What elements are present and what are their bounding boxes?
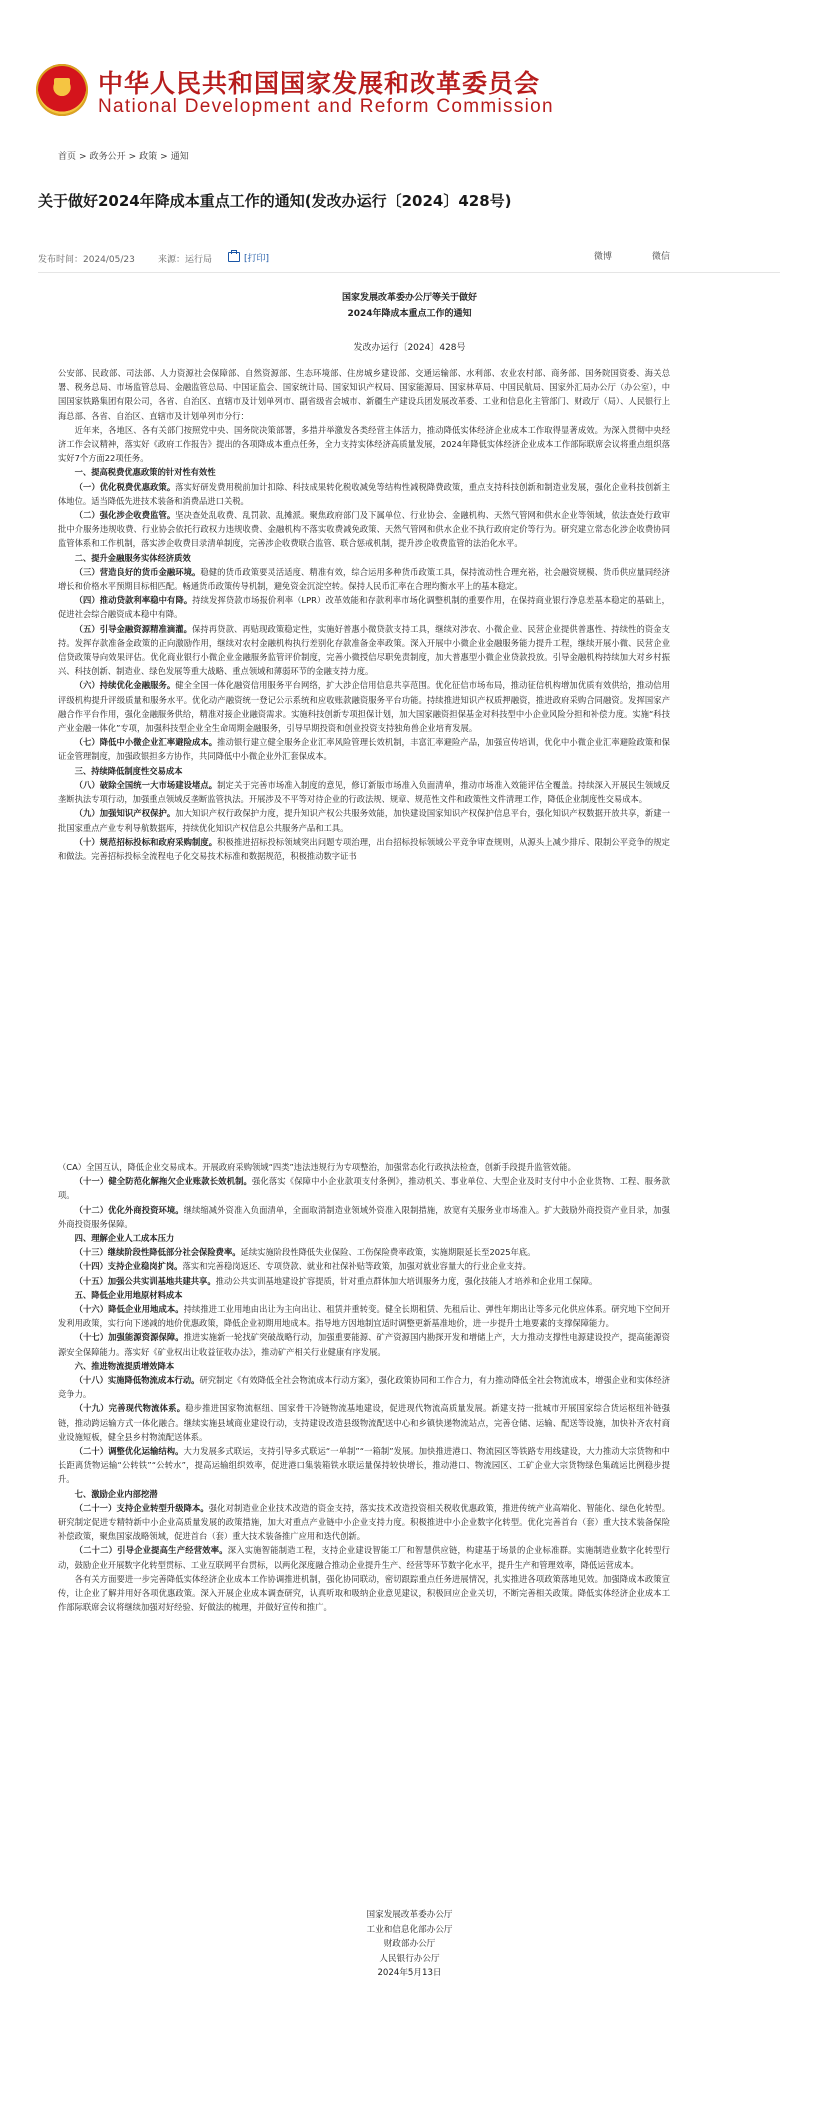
paragraph-lead: （二十）调整优化运输结构。 bbox=[74, 1446, 184, 1457]
paragraph bbox=[58, 1259, 670, 1273]
paragraph-text: 稳健的货币政策要灵活适度、精准有效，综合运用多种货币政策工具，保持流动性合理充裕，社会融资规模、货币供应量同经济增长和价格水平预期目标相匹配。畅通货币政策传导机制，避免资金沉淀空转。保持人民币汇率在合理均衡水平上的基本稳定。 bbox=[58, 566, 670, 592]
article-body-part1 bbox=[58, 366, 670, 863]
paragraph-lead: （二）强化涉企收费监管。 bbox=[74, 510, 176, 521]
signature-date: 2024年5月13日 bbox=[377, 1968, 442, 1978]
paragraph-text: 五、降低企业用地原材料成本 bbox=[74, 1289, 183, 1300]
paragraph bbox=[58, 1543, 670, 1571]
paragraph bbox=[58, 1203, 670, 1231]
section-heading bbox=[58, 764, 670, 778]
signature-line: 国家发展改革委办公厅 bbox=[366, 1910, 453, 1920]
paragraph-text: 坚决查处乱收费、乱罚款、乱摊派。聚焦政府部门及下属单位、行业协会、金融机构、天然气管网和供水企业等领域，依法查处行政审批中介服务违规收费、行业协会依托行政权力违规收费、金融机构不落实收费减免政策、天然气管网和供水企业不执行政府定价等行为。研究建立常态化涉企收费协同监管体系和工作机制，落实涉企收费目录清单制度，完善涉企收费联合监管、联合惩戒机制，提升涉企收费监管的法治化水平。 bbox=[58, 510, 670, 549]
paragraph-text: 健全全国一体化融资信用服务平台网络，扩大涉企信用信息共享范围。优化征信市场布局，推动征信机构增加优质有效供给，推动信用评级机构提升评级质量和服务水平。优化动产融资统一登记公示系统和应收账款融资服务平台功能。持续推进知识产权质押融资，推进政府采购合同融资。发挥国家产融合作平台作用，强化金融服务供给，精准对接企业融资需求。实施科技创新专项担保计划，加大国家融资担保基金对科技型中小企业风险分担和补偿力度。实施“科技产业金融一体化”专项，加强科技型企业全生命周期金融服务，引导早期投资和创业投资支持独角兽企业培育发展。 bbox=[58, 680, 670, 734]
breadcrumb-policy[interactable]: 政策 bbox=[139, 152, 158, 162]
paragraph-lead: （十二）优化外商投资环境。 bbox=[74, 1204, 184, 1215]
breadcrumb-home[interactable]: 首页 bbox=[58, 152, 77, 162]
section-heading bbox=[58, 465, 670, 479]
paragraph-lead: （九）加强知识产权保护。 bbox=[74, 808, 176, 819]
paragraph-lead: （五）引导金融资源精准滴灌。 bbox=[74, 623, 193, 634]
paragraph-lead: （十一）健全防范化解拖欠企业账款长效机制。 bbox=[74, 1176, 252, 1187]
breadcrumb bbox=[58, 149, 189, 162]
paragraph-text: 强化对制造业企业技术改造的资金支持，落实技术改造投资相关税收优惠政策，推进传统产业高端化、智能化、绿色化转型。研究制定促进专精特新中小企业高质量发展的政策措施，加大对重点产业链中小企业支持力度。积极推进中小企业数字化转型。优化完善首台（套）重大技术装备保险补偿政策，聚焦国家战略领域，促进首台（套）重大技术装备推广应用和迭代创新。 bbox=[58, 1502, 670, 1542]
paragraph-text: （CA）全国互认，降低企业交易成本。开展政府采购领域“四类”违法违规行为专项整治，加强常态化行政执法检查，创新手段提升监管效能。 bbox=[58, 1162, 576, 1172]
paragraph bbox=[58, 1501, 670, 1544]
paragraph bbox=[58, 1274, 670, 1288]
print-button[interactable] bbox=[228, 251, 269, 264]
paragraph-text: 二、提升金融服务实体经济质效 bbox=[74, 552, 191, 563]
paragraph-text: 落实好研发费用税前加计扣除、科技成果转化税收减免等结构性减税降费政策，重点支持科技创新和制造业发展，强化企业科技创新主体地位。适当降低先进技术装备和消费品进口关税。 bbox=[58, 481, 670, 506]
paragraph bbox=[58, 508, 670, 551]
paragraph-text: 各有关方面要进一步完善降低实体经济企业成本工作协调推进机制，强化协同联动，密切跟踪重点任务进展情况，扎实推进各项政策落地见效。加强降成本政策宣传，让企业了解并用好各项优惠政策。深入开展企业成本调查研究，认真听取和吸纳企业意见建议，积极回应企业关切，不断完善相关政策。降低实体经济企业成本工作部际联席会议将继续加强对好经验、好做法的梳理，并做好宣传和推广。 bbox=[58, 1573, 670, 1613]
paragraph-text: 稳步推进国家物流枢纽、国家骨干冷链物流基地建设，促进现代物流高质量发展。新建支持一批城市开展国家综合货运枢纽补链强链，推动跨运输方式一体化融合。继续实施县域商业建设行动，支持建设改造县级物流配送中心和乡镇快递物流站点，完善仓储、运输、配送等设施，加快补齐农村商业设施短板，健全县乡村物流配送体系。 bbox=[58, 1403, 670, 1442]
paragraph-text: 持续推进工业用地由出让为主向出让、租赁并重转变。健全长期租赁、先租后让、弹性年期出让等多元化供应体系。研究地下空间开发利用政策，实行向下递减的地价优惠政策，降低企业初期用地成本。指导地方因地制宜适时调整更新基准地价，进一步提升土地要素的支撑保障能力。 bbox=[58, 1304, 670, 1329]
paragraph bbox=[58, 806, 670, 834]
paragraph-text: 六、推进物流提质增效降本 bbox=[74, 1360, 175, 1371]
section-heading bbox=[58, 1487, 670, 1501]
doc-heading-line1: 国家发展改革委办公厅等关于做好 bbox=[341, 293, 477, 303]
paragraph-lead: （三）营造良好的货币金融环境。 bbox=[74, 566, 201, 577]
paragraph-text: 深入实施智能制造工程，支持企业建设智能工厂和智慧供应链，构建基于场景的企业标准群。实施制造业数字化转型行动，鼓励企业开展数字化转型贯标、工业互联网平台贯标，以两化深度融合推动企业提升生产、经营等环节数字化水平，提升生产和管理效率，降低运营成本。 bbox=[58, 1545, 670, 1570]
paragraph-lead: （十八）实施降低物流成本行动。 bbox=[74, 1375, 200, 1386]
paragraph bbox=[58, 1174, 670, 1202]
paragraph bbox=[58, 1373, 670, 1401]
paragraph-text: 继续缩减外资准入负面清单，全面取消制造业领域外资准入限制措施，放宽有关服务业市场准入。扩大鼓励外商投资产业目录，加强外商投资服务保障。 bbox=[58, 1204, 670, 1229]
org-name-en[interactable]: National Development and Reform Commission bbox=[98, 96, 554, 117]
publish-date: 发布时间：2024/05/23 bbox=[38, 255, 135, 265]
breadcrumb-separator: > bbox=[160, 152, 168, 162]
paragraph bbox=[58, 1330, 670, 1358]
share-weibo-button[interactable]: 微博 bbox=[594, 252, 613, 262]
paragraph bbox=[58, 1444, 670, 1487]
paragraph-text: 三、持续降低制度性交易成本 bbox=[74, 765, 183, 776]
paragraph-lead: （八）破除全国统一大市场建设堵点。 bbox=[74, 779, 218, 790]
paragraph-lead: （七）降低中小微企业汇率避险成本。 bbox=[74, 737, 218, 748]
divider bbox=[38, 272, 780, 273]
section-heading bbox=[58, 1359, 670, 1373]
paragraph bbox=[58, 835, 670, 863]
paragraph-text: 推进实施新一轮找矿突破战略行动，加强重要能源、矿产资源国内勘探开发和增储上产，大力推动支撑性电源建设投产，提高能源资源安全保障能力。落实好《矿业权出让收益征收办法》，推动矿产相关行业健康有序发展。 bbox=[58, 1332, 670, 1357]
paragraph-lead: （二十二）引导企业提高生产经营效率。 bbox=[74, 1545, 228, 1556]
paragraph bbox=[58, 678, 670, 735]
paragraph-text: 加大知识产权行政保护力度，提升知识产权公共服务效能，加快建设国家知识产权保护信息平台，强化知识产权数据开放共享，新建一批国家重点产业专利导航数据库，持续优化知识产权信息公共服务产品和工具。 bbox=[58, 808, 670, 833]
paragraph-lead: （十三）继续阶段性降低部分社会保险费率。 bbox=[74, 1247, 241, 1258]
signature-line: 人民银行办公厅 bbox=[379, 1953, 440, 1964]
paragraph-text: 积极推进招标投标领域突出问题专项治理，出台招标投标领域公平竞争审查规则，从源头上减少排斥、限制公平竞争的规定和做法。完善招标投标全流程电子化交易技术标准和数据规范，积极推动数字证书 bbox=[58, 836, 670, 861]
signature-line: 财政部办公厅 bbox=[383, 1939, 436, 1949]
paragraph bbox=[58, 622, 670, 679]
section-heading bbox=[58, 551, 670, 565]
paragraph bbox=[58, 366, 670, 423]
print-label: [打印] bbox=[244, 254, 270, 264]
paragraph bbox=[58, 565, 670, 593]
paragraph-lead: （十七）加强能源资源保障。 bbox=[74, 1332, 184, 1343]
paragraph-lead: （十五）加强公共实训基地共建共享。 bbox=[74, 1275, 216, 1286]
paragraph-lead: （四）推动贷款利率稳中有降。 bbox=[74, 595, 193, 606]
paragraph-lead: （二十一）支持企业转型升级降本。 bbox=[74, 1502, 209, 1513]
doc-number: 发改办运行〔2024〕428号 bbox=[353, 343, 466, 353]
section-heading bbox=[58, 1288, 670, 1302]
paragraph bbox=[58, 1302, 670, 1330]
paragraph-lead: （一）优化税费优惠政策。 bbox=[74, 481, 176, 492]
share-wechat-button[interactable]: 微信 bbox=[652, 252, 671, 262]
breadcrumb-notice[interactable]: 通知 bbox=[170, 152, 189, 162]
paragraph-text: 公安部、民政部、司法部、人力资源社会保障部、自然资源部、生态环境部、住房城乡建设部、交通运输部、水利部、农业农村部、商务部、国务院国资委、海关总署、税务总局、市场监管总局、金融监管总局、中国证监会、国家统计局、国家知识产权局、国家能源局、国家林草局、中国民航局、国家外汇局办公厅（办公室），中国国家铁路集团有限公司，各省、自治区、直辖市及计划单列市、副省级省会城市、新疆生产建设兵团发展改革委、工业和信息化主管部门、财政厅（局）、人民银行上海总部、各省、自治区、直辖市及计划单列市分行： bbox=[58, 368, 670, 421]
breadcrumb-gov-affairs[interactable]: 政务公开 bbox=[89, 152, 126, 162]
paragraph-lead: （十四）支持企业稳岗扩岗。 bbox=[74, 1261, 183, 1272]
breadcrumb-separator: > bbox=[128, 152, 137, 162]
paragraph-text: 四、理解企业人工成本压力 bbox=[74, 1233, 175, 1244]
page-2 bbox=[0, 1143, 819, 2117]
paragraph bbox=[58, 423, 670, 466]
printer-icon bbox=[228, 252, 240, 262]
org-name-cn[interactable]: 中华人民共和国国家发展和改革委员会 bbox=[98, 69, 541, 98]
paragraph-text: 一、提高税费优惠政策的针对性有效性 bbox=[74, 467, 216, 478]
national-emblem-icon[interactable] bbox=[36, 64, 88, 116]
paragraph-text: 保持再贷款、再贴现政策稳定性，实施好普惠小微贷款支持工具，继续对涉农、小微企业、民营企业提供普惠性、持续性的资金支持。发挥存款准备金政策的正向激励作用，继续对农村金融机构执行差别化存款准备金率政策。深入开展中小微企业金融服务能力提升工程，继续开展小微、民营企业信贷政策导向效果评估。优化商业银行小微企业金融服务监管评价制度，完善小微授信尽职免责制度，加大普惠型小微企业贷款投放。引导金融机构持续加大对乡村振兴、科技创新、制造业、绿色发展等重大战略、重点领域和薄弱环节的金融支持力度。 bbox=[58, 623, 670, 677]
paragraph-text: 七、激励企业内部挖潜 bbox=[74, 1488, 158, 1499]
paragraph-lead: （六）持续优化金融服务。 bbox=[74, 680, 176, 691]
site-header bbox=[36, 60, 736, 130]
paragraph-text: 持续发挥贷款市场报价利率（LPR）改革效能和存款利率市场化调整机制的重要作用，在保持商业银行净息差基本稳定的基础上，促进社会综合融资成本稳中有降。 bbox=[58, 595, 670, 620]
paragraph bbox=[58, 778, 670, 806]
signature-block bbox=[0, 1908, 819, 1981]
paragraph-text: 强化落实《保障中小企业款项支付条例》，推动机关、事业单位、大型企业及时支付中小企业货物、工程、服务款项。 bbox=[58, 1176, 670, 1201]
paragraph bbox=[58, 1572, 670, 1615]
paragraph-text: 推动公共实训基地建设扩容提质，针对重点群体加大培训服务力度，强化技能人才培养和企业用工保障。 bbox=[215, 1275, 598, 1286]
paragraph-text: 大力发展多式联运，支持引导多式联运“一单制”“一箱制”发展。加快推进港口、物流园区等铁路专用线建设，大力推动大宗货物和中长距离货物运输“公转铁”“公转水”，提高运输组织效率，促进港口集装箱铁水联运量保持较快增长，推动港口、物流园区、工矿企业大宗货物绿色集疏运比例稳步提升。 bbox=[58, 1446, 670, 1485]
paragraph bbox=[58, 1401, 670, 1444]
paragraph-text: 近年来，各地区、各有关部门按照党中央、国务院决策部署，多措并举激发各类经营主体活力，推动降低实体经济企业成本工作取得显著成效。为深入贯彻中央经济工作会议精神，落实好《政府工作报告》提出的各项降成本重点任务，全力支持实体经济高质量发展，2024年降低实体经济企业成本工作部际联席会议将重点组织落实好7个方面22项任务。 bbox=[58, 424, 670, 464]
article-body-part2 bbox=[58, 1160, 670, 1615]
section-heading bbox=[58, 1231, 670, 1245]
breadcrumb-separator: > bbox=[79, 152, 87, 162]
signature-line: 工业和信息化部办公厅 bbox=[366, 1924, 453, 1935]
page-gap bbox=[0, 1093, 819, 1143]
paragraph-text: 延续实施阶段性降低失业保险、工伤保险费率政策，实施期限延长至2025年底。 bbox=[240, 1247, 536, 1258]
paragraph-text: 研究制定《有效降低全社会物流成本行动方案》，强化政策协同和工作合力，有力推动降低全社会物流成本，增强企业和实体经济竞争力。 bbox=[58, 1375, 670, 1400]
paragraph bbox=[58, 735, 670, 763]
doc-heading-line2: 2024年降成本重点工作的通知 bbox=[347, 309, 472, 319]
paragraph-text: 推动银行建立健全服务企业汇率风险管理长效机制，丰富汇率避险产品，加强宣传培训，优化中小微企业汇率避险政策和保证金管理制度，加强政银担多方协作，共同降低中小微企业外汇套保成本。 bbox=[58, 737, 670, 762]
paragraph bbox=[58, 480, 670, 508]
paragraph-lead: （十六）降低企业用地成本。 bbox=[74, 1304, 184, 1315]
page-title: 关于做好2024年降成本重点工作的通知(发改办运行〔2024〕428号) bbox=[38, 192, 512, 210]
paragraph-text: 落实和完善稳岗返还、专项贷款、就业和社保补贴等政策，加强对就业容量大的行业企业支持。 bbox=[182, 1261, 531, 1272]
paragraph-lead: （十九）完善现代物流体系。 bbox=[74, 1403, 186, 1414]
paragraph bbox=[58, 1245, 670, 1259]
paragraph bbox=[58, 593, 670, 621]
source-label: 来源：运行局 bbox=[158, 255, 213, 265]
paragraph-lead: （十）规范招标投标和政府采购制度。 bbox=[74, 836, 218, 847]
paragraph bbox=[58, 1160, 670, 1174]
paragraph-text: 制定关于完善市场准入制度的意见，修订新版市场准入负面清单，推动市场准入效能评估全覆盖。持续深入开展民生领域反垄断执法专项行动，加强重点领域反垄断监管执法。开展涉及不平等对待企业的行政法规、规章、规范性文件和政策性文件清理工作，降低企业制度性交易成本。 bbox=[58, 779, 670, 805]
